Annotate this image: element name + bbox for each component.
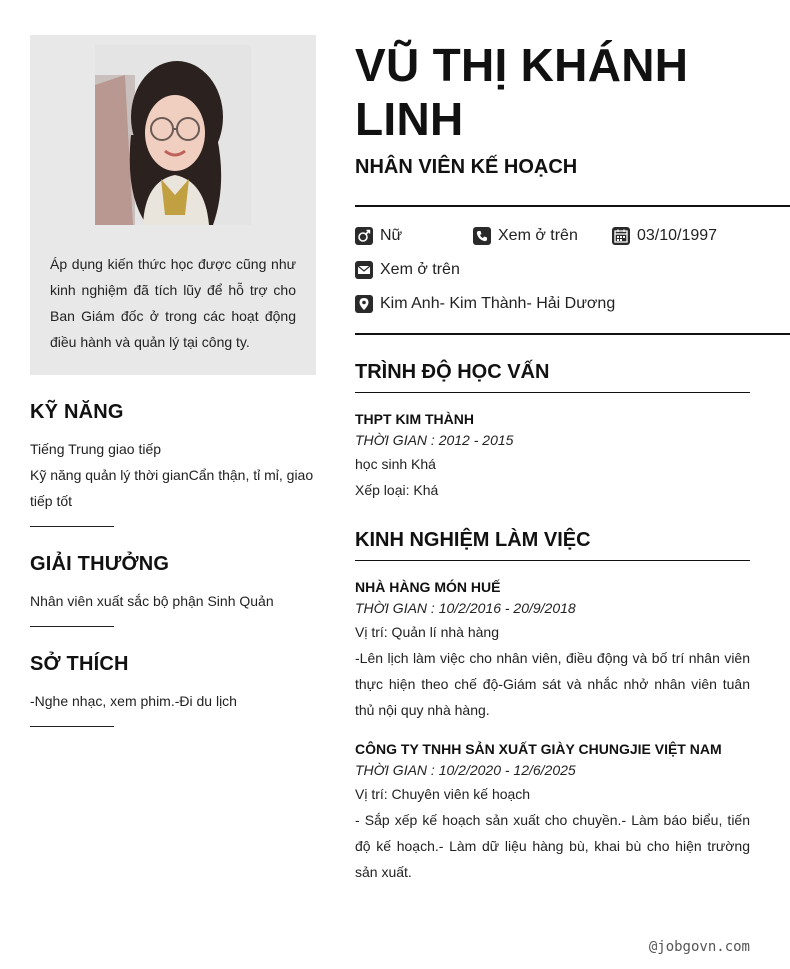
- company-name: NHÀ HÀNG MÓN HUẾ: [355, 579, 501, 595]
- hobby-item: -Nghe nhạc, xem phim.-Đi du lịch: [30, 693, 237, 709]
- education-section: [355, 361, 750, 503]
- experience-position: Vị trí: Quản lí nhà hàng: [355, 624, 499, 640]
- watermark: @jobgovn.com: [648, 939, 750, 955]
- experience-description: -Lên lịch làm việc cho nhân viên, điều động và bố trí nhân viên thực hiện theo chế độ-Giám sát và nhắc nhở nhân viên tuân thủ nội quy nhà hàng.: [355, 650, 750, 718]
- contact-birthday: [612, 227, 717, 245]
- birthday-value: 03/10/1997: [637, 227, 718, 244]
- school-name: THPT KIM THÀNH: [355, 411, 474, 427]
- company-name: CÔNG TY TNHH SẢN XUẤT GIÀY CHUNGJIE VIỆT NAM: [355, 741, 722, 757]
- left-column: [30, 35, 316, 727]
- gender-value: Nữ: [380, 227, 403, 244]
- skills-section: [30, 401, 316, 527]
- experience-time: THỜI GIAN : 10/2/2016 - 20/9/2018: [355, 600, 576, 616]
- awards-section: [30, 553, 316, 627]
- section-divider: [30, 626, 114, 627]
- contact-address: [355, 295, 615, 313]
- experience-description: - Sắp xếp kế hoạch sản xuất cho chuyền.- Làm báo biểu, tiến độ kế hoạch.- Làm dữ liệu hàng bù, khai bù cho hiện trường sản xuất.: [355, 812, 750, 880]
- skill-item: Kỹ năng quản lý thời gianCẩn thận, tỉ mỉ, giao tiếp tốt: [30, 467, 314, 509]
- education-detail: học sinh Khá: [355, 456, 436, 472]
- calendar-icon: [612, 227, 630, 245]
- job-title: NHÂN VIÊN KẾ HOẠCH: [355, 156, 578, 178]
- candidate-name: VŨ THỊ KHÁNH LINH: [355, 39, 689, 145]
- hobbies-title: SỞ THÍCH: [30, 653, 129, 675]
- phone-value: Xem ở trên: [498, 227, 578, 244]
- skills-title: KỸ NĂNG: [30, 401, 124, 423]
- experience-time: THỜI GIAN : 10/2/2020 - 12/6/2025: [355, 762, 576, 778]
- experience-position: Vị trí: Chuyên viên kế hoạch: [355, 786, 531, 802]
- experience-section: [355, 529, 750, 885]
- right-column: [355, 38, 790, 885]
- email-value: Xem ở trên: [380, 261, 460, 278]
- experience-entry: [355, 739, 750, 885]
- envelope-icon: [355, 261, 373, 279]
- profile-photo: [95, 45, 251, 225]
- award-item: Nhân viên xuất sắc bộ phận Sinh Quản: [30, 593, 274, 609]
- education-title: TRÌNH ĐỘ HỌC VẤN: [355, 361, 750, 393]
- gender-icon: [355, 227, 373, 245]
- education-entry: [355, 409, 750, 503]
- hobbies-section: [30, 653, 316, 727]
- phone-icon: [473, 227, 491, 245]
- address-value: Kim Anh- Kim Thành- Hải Dương: [380, 295, 616, 312]
- awards-title: GIẢI THƯỞNG: [30, 553, 170, 575]
- location-pin-icon: [355, 295, 373, 313]
- career-objective: Áp dụng kiến thức học được cũng như kinh nghiệm đã tích lũy để hỗ trợ cho Ban Giám đốc ở trong các hoạt động điều hành và quản lý tại công ty.: [50, 256, 296, 350]
- skill-item: Tiếng Trung giao tiếp: [30, 441, 162, 457]
- education-time: THỜI GIAN : 2012 - 2015: [355, 432, 514, 448]
- education-detail: Xếp loại: Khá: [355, 482, 439, 498]
- contact-gender: [355, 227, 473, 245]
- experience-entry: [355, 577, 750, 723]
- section-divider: [30, 726, 114, 727]
- contact-block: [355, 205, 790, 335]
- profile-panel: [30, 35, 316, 375]
- contact-phone: [473, 227, 612, 245]
- section-divider: [30, 526, 114, 527]
- contact-email: [355, 261, 460, 279]
- experience-title: KINH NGHIỆM LÀM VIỆC: [355, 529, 750, 561]
